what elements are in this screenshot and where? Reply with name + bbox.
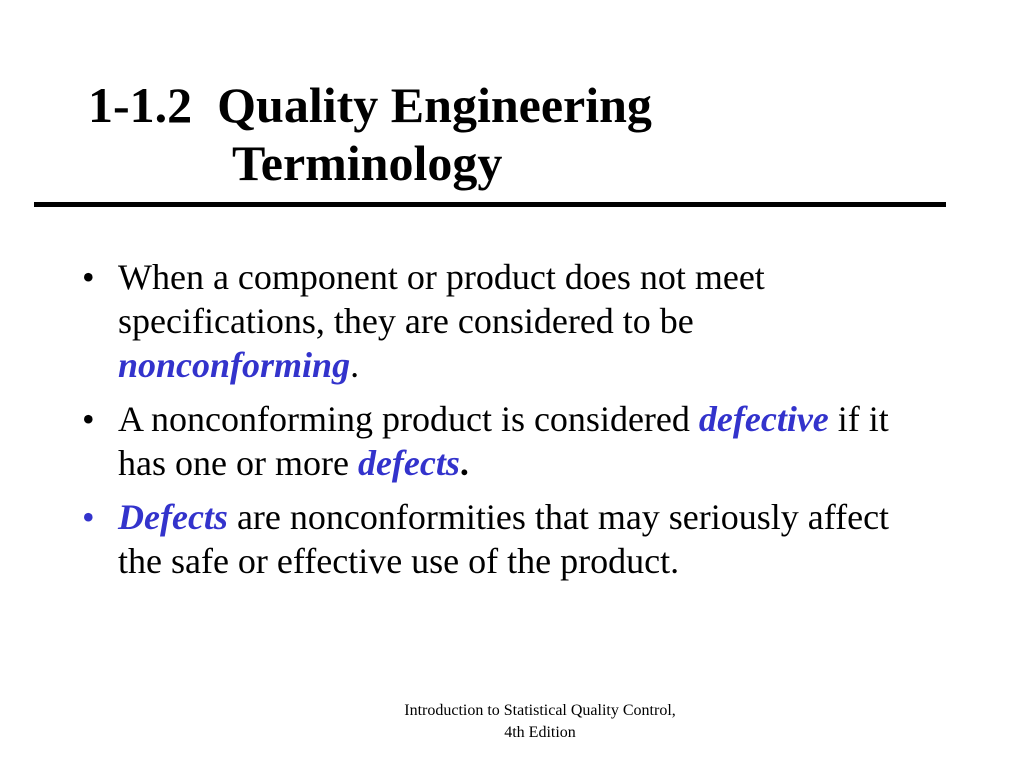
- bullet-list: [80, 255, 910, 593]
- bullet-text: .: [459, 443, 469, 483]
- footer-line-1: Introduction to Statistical Quality Control,: [404, 702, 676, 719]
- bullet-dot: •: [82, 399, 95, 439]
- footer-line-2: 4th Edition: [504, 724, 576, 741]
- section-number: 1-1.2: [88, 77, 193, 133]
- title-divider: [34, 202, 946, 207]
- term-nonconforming: nonconforming: [118, 345, 351, 385]
- bullet-text: When a component or product does not meet specifications, they are considered to be: [118, 257, 765, 341]
- title-text: Quality Engineering: [217, 77, 652, 133]
- bullet-text: .: [350, 345, 360, 385]
- bullet-text: A nonconforming product is considered: [118, 399, 699, 439]
- term-defects: Defects: [118, 497, 228, 537]
- title-line-2: Terminology: [232, 135, 503, 191]
- bullet-item-defective: [80, 397, 910, 485]
- term-defects: defects: [357, 443, 460, 483]
- bullet-dot: •: [82, 497, 95, 537]
- term-defective: defective: [698, 399, 829, 439]
- slide-footer: [340, 700, 740, 744]
- title-line-1: [88, 76, 968, 134]
- bullet-item-nonconforming: [80, 255, 910, 387]
- bullet-dot: •: [82, 257, 95, 297]
- bullet-text: are nonconformities that may seriously affect the safe or effective use of the product.: [118, 497, 890, 581]
- slide-title: [88, 76, 968, 192]
- bullet-item-defects: [80, 495, 910, 583]
- bullet-text: if it has one or more: [118, 399, 889, 483]
